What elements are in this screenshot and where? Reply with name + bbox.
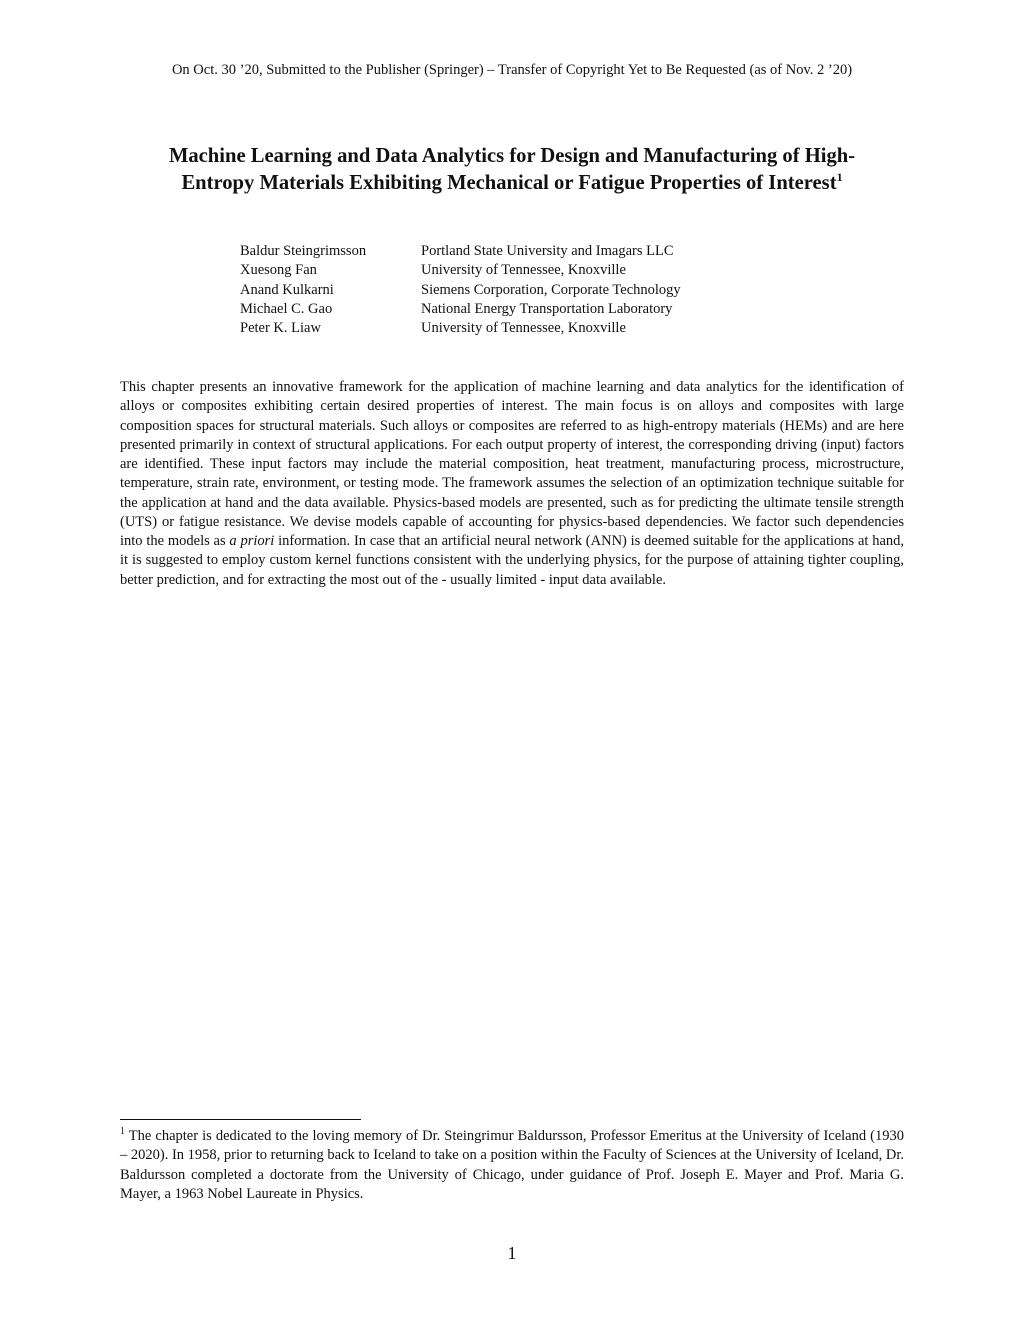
title-footnote-mark: 1 xyxy=(836,170,843,185)
author-affiliation: University of Tennessee, Knoxville xyxy=(421,262,626,279)
paper-title xyxy=(116,143,908,197)
header-note: On Oct. 30 ’20, Submitted to the Publisher (Springer) – Transfer of Copyright Yet to Be Requested (as of Nov. 2 ’20) xyxy=(171,62,853,78)
footnote-divider xyxy=(120,1119,361,1120)
abstract-text: This chapter presents an innovative framework for the application of machine learning and data analytics for the identification of alloys or composites exhibiting certain desired properties of interest. The main focus is on alloys and composites with large composition spaces for structural materials. Such alloys or composites are referred to as high-entropy materials (HEMs) and are here presented primarily in context of structural applications. For each output property of interest, the corresponding driving (input) factors are identified. These input factors may include the material composition, heat treatment, manufacturing process, microstructure, temperature, strain rate, environment, or testing mode. The framework assumes the selection of an optimization technique suitable for the application at hand and the data available. Physics-based models are presented, such as for predicting the ultimate tensile strength (UTS) or fatigue resistance. We devise models capable of accounting for physics-based dependencies. We factor such dependencies into the models as xyxy=(120,379,904,549)
abstract-italic-term: a priori xyxy=(229,533,275,549)
abstract-text-continued: information. In case that an artificial neural network (ANN) is deemed suitable for the applications at hand, it is suggested to employ custom kernel functions consistent with the underlying physics, for the purpose of attaining tighter coupling, better prediction, and for extracting the most out of the - usually limited - input data available. xyxy=(120,533,905,588)
footnote-text: The chapter is dedicated to the loving memory of Dr. Steingrimur Baldursson, Professor Emeritus at the University of Iceland (1930 – 2020). In 1958, prior to returning back to Iceland to take on a position within the Faculty of Sciences at the University of Iceland, Dr. Baldursson completed a doctorate from the University of Chicago, under guidance of Prof. Joseph E. Mayer and Prof. Maria G. Mayer, a 1963 Nobel Laureate in Physics. xyxy=(120,1128,905,1202)
author-row xyxy=(240,242,800,261)
author-list xyxy=(240,242,800,338)
title-line-2: Entropy Materials Exhibiting Mechanical or Fatigue Properties of Interest xyxy=(181,172,837,194)
author-name: Michael C. Gao xyxy=(240,300,333,317)
author-row xyxy=(240,300,800,319)
author-name: Anand Kulkarni xyxy=(240,281,334,298)
title-line-1: Machine Learning and Data Analytics for Design and Manufacturing of High- xyxy=(168,145,856,167)
author-affiliation: Siemens Corporation, Corporate Technology xyxy=(421,281,681,298)
author-row xyxy=(240,319,800,338)
author-name: Baldur Steingrimsson xyxy=(240,243,367,259)
footnote-mark: 1 xyxy=(120,1126,125,1138)
author-affiliation: National Energy Transportation Laboratory xyxy=(421,300,673,317)
author-name: Peter K. Liaw xyxy=(240,320,321,337)
page-number: 1 xyxy=(507,1243,517,1263)
author-row xyxy=(240,261,800,280)
abstract xyxy=(120,378,904,590)
author-row xyxy=(240,281,800,300)
author-affiliation: Portland State University and Imagars LLC xyxy=(421,243,674,259)
author-affiliation: University of Tennessee, Knoxville xyxy=(421,320,626,337)
author-name: Xuesong Fan xyxy=(240,262,317,279)
footnote xyxy=(120,1127,904,1204)
